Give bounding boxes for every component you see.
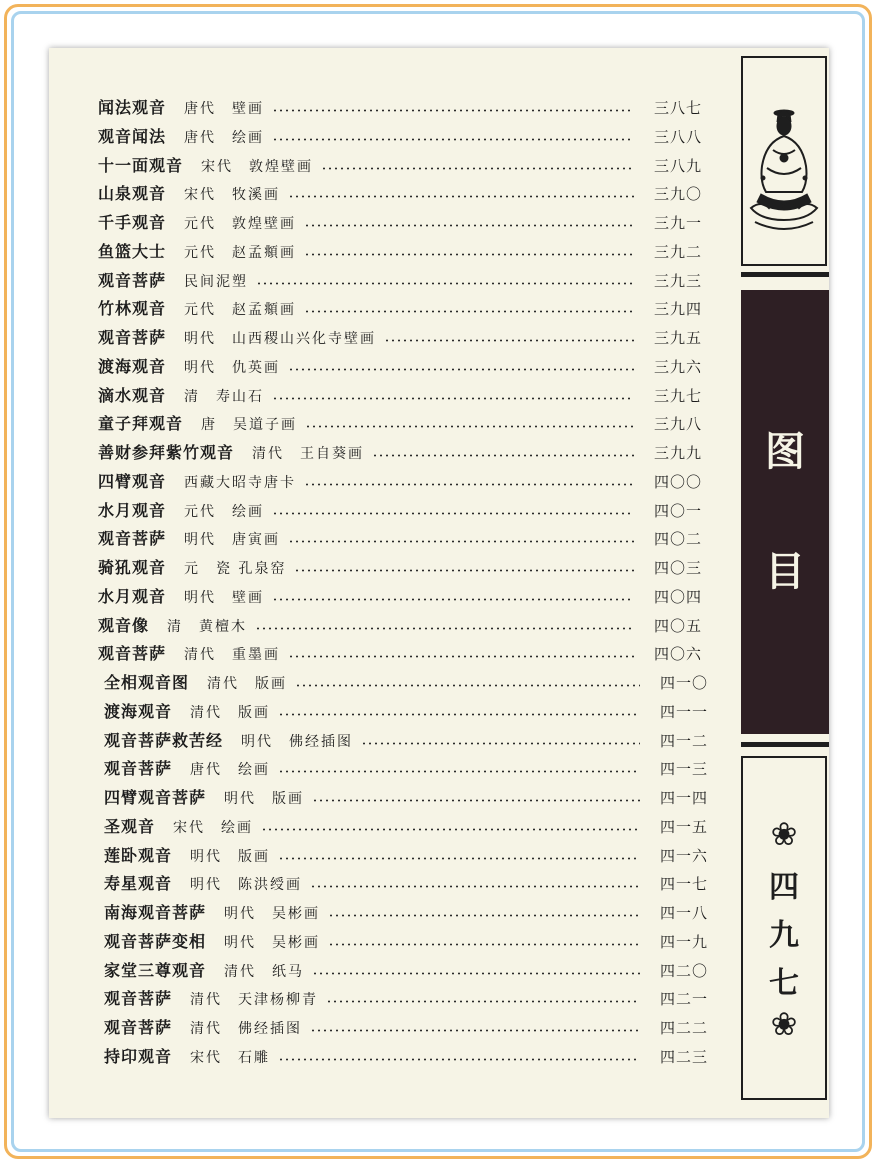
toc-entry [98,150,702,176]
entry-era: 元代 [184,302,217,319]
section-heading-panel [741,290,829,734]
entry-era: 清代 [184,647,217,664]
toc-entry [104,696,708,722]
entry-medium: 吴彬画 [272,934,321,951]
dot-leader [361,742,640,745]
entry-title: 童子拜观音 [98,414,184,434]
entry-title: 观音菩萨 [98,270,167,290]
page-number-char: 九 [769,918,799,953]
toc-entry [104,926,708,952]
entry-era: 唐代 [184,129,217,146]
entry-medium: 牧溪画 [232,187,281,204]
entry-page-number: 四〇二 [653,530,702,549]
entry-title: 滴水观音 [98,385,167,405]
entry-era: 清 [167,618,184,635]
dot-leader [272,397,634,400]
toc-entry [98,207,702,233]
entry-page-number: 三九八 [653,415,702,434]
dot-leader [384,339,634,342]
entry-page-number: 四〇五 [653,616,702,635]
entry-title: 观音菩萨 [98,644,167,664]
entry-title: 善财参拜紫竹观音 [98,443,235,462]
entry-page-number: 四一二 [659,731,708,750]
dot-leader [321,167,634,170]
entry-title: 南海观音菩萨 [104,903,207,922]
entry-page-number: 四一六 [659,846,708,865]
entry-era: 明代 [184,331,217,347]
guanyin-figure-icon [743,58,825,264]
entry-page-number: 三九四 [653,300,702,319]
entry-medium: 赵孟頫画 [232,244,297,261]
dot-leader [288,195,634,198]
dot-leader [272,512,634,515]
entry-era: 清代 [190,1021,223,1037]
entry-medium: 版画 [255,676,288,692]
entry-medium: 壁画 [232,101,265,117]
entry-medium: 壁画 [232,589,265,606]
flower-ornament-icon: ❀ [770,1005,798,1043]
entry-era: 民间泥塑 [184,273,249,290]
section-heading-char: 图 [765,428,805,475]
entry-medium: 寿山石 [216,388,265,405]
entry-medium: 版画 [238,704,271,721]
toc-entry [98,610,702,636]
entry-title: 观音菩萨变相 [104,931,207,951]
section-heading-char: 目 [765,548,805,595]
entry-era: 明代 [184,359,217,376]
entry-page-number: 四一九 [659,932,708,951]
entry-page-number: 四二〇 [659,961,708,980]
entry-era: 明代 [190,877,223,894]
entry-title: 观音菩萨救苦经 [104,730,224,750]
toc-entry [104,1041,708,1067]
entry-medium: 佛经插图 [238,1021,303,1037]
toc-entry [98,236,702,262]
entry-page-number: 四一七 [659,875,708,894]
dot-leader [288,540,634,543]
entry-title: 千手观音 [98,213,167,232]
entry-medium: 赵孟頫画 [232,302,297,319]
entry-era: 明代 [241,733,274,750]
entry-title: 莲卧观音 [104,845,173,865]
entry-medium: 吴道子画 [233,417,298,434]
entry-era: 元代 [184,244,217,261]
entry-title: 鱼篮大士 [98,241,167,261]
dot-leader [305,425,634,428]
dot-leader [272,138,634,141]
dot-leader [255,627,634,630]
entry-era: 明代 [224,791,257,807]
divider-rule [741,272,829,277]
dot-leader [312,972,640,975]
entry-page-number: 三九五 [653,329,702,347]
toc-entry [104,897,708,923]
dot-leader [261,828,640,831]
entry-era: 元 [184,561,201,577]
entry-page-number: 四二三 [659,1047,708,1066]
entry-page-number: 三八九 [653,156,702,175]
entry-medium: 绘画 [232,503,265,520]
entry-title: 水月观音 [98,586,167,606]
entry-page-number: 三九二 [653,242,702,261]
dot-leader [326,1000,640,1003]
entry-page-number: 四一〇 [659,674,708,692]
dot-leader [278,857,640,860]
entry-title: 观音像 [98,615,150,635]
entry-era: 明代 [224,934,257,951]
entry-page-number: 三九三 [653,271,702,290]
entry-medium: 绘画 [232,129,265,146]
toc-entry [98,437,702,463]
entry-title: 观音菩萨 [104,989,173,1009]
dot-leader [310,885,640,888]
entry-era: 宋代 [201,158,234,175]
entry-page-number: 四〇三 [653,559,702,577]
entry-era: 明代 [224,906,257,922]
entry-title: 渡海观音 [104,701,173,721]
entry-title: 四臂观音 [98,471,167,491]
entry-title: 竹林观音 [98,299,167,319]
entry-page-number: 三九七 [653,386,702,405]
entry-page-number: 四一一 [659,702,708,721]
page-number-char: 七 [769,966,799,1001]
flower-ornament-icon: ❀ [770,815,798,853]
toc-entry [104,753,708,779]
dot-leader [272,109,634,112]
entry-page-number: 四〇六 [653,645,702,664]
toc-entry [98,178,702,204]
entry-era: 清代 [224,963,257,980]
entry-page-number: 四一四 [659,789,708,807]
entry-page-number: 四二二 [659,1019,708,1037]
dot-leader [312,799,640,802]
dot-leader [295,684,640,687]
entry-medium: 版画 [238,848,271,865]
entry-era: 清代 [207,676,240,692]
entry-medium: 唐寅画 [232,532,281,549]
toc-entry [98,581,702,607]
toc-entry [104,811,708,837]
entry-page-number: 四〇〇 [653,472,702,491]
entry-title: 闻法观音 [98,98,167,117]
entry-medium: 敦煌壁画 [249,158,314,175]
entry-medium: 山西稷山兴化寺壁画 [232,331,377,347]
entry-medium: 佛经插图 [289,733,354,750]
entry-title: 观音菩萨 [98,328,167,347]
toc-entry [98,408,702,434]
entry-page-number: 三九六 [653,357,702,376]
dot-leader [278,1058,640,1061]
entry-page-number: 四〇一 [653,501,702,520]
entry-medium: 石雕 [238,1049,271,1066]
toc-entry [104,983,708,1009]
dot-leader [278,713,640,716]
toc-entry [104,1012,708,1038]
entry-medium: 版画 [272,791,305,807]
entry-title: 观音菩萨 [104,759,173,779]
entry-era: 明代 [184,589,217,606]
entry-title: 观音菩萨 [98,529,167,549]
entry-page-number: 三九九 [653,444,702,462]
entry-medium: 纸马 [272,963,305,980]
entry-medium: 敦煌壁画 [232,216,297,232]
entry-title: 观音闻法 [98,126,167,146]
toc-entry [104,782,708,808]
entry-medium: 绘画 [221,819,254,836]
entry-title: 十一面观音 [98,155,184,175]
entry-page-number: 三八七 [653,99,702,117]
entry-page-number: 四一三 [659,760,708,779]
entry-medium: 仇英画 [232,359,281,376]
toc-entry [98,638,702,664]
entry-title: 全相观音图 [104,673,190,692]
toc-entry [98,466,702,492]
entry-era: 清代 [190,704,223,721]
dot-leader [288,368,634,371]
entry-era: 明代 [184,532,217,549]
entry-title: 持印观音 [104,1046,173,1066]
entry-era: 西藏大昭寺唐卡 [184,474,297,491]
dot-leader [310,1029,640,1032]
entry-title: 寿星观音 [104,874,173,894]
entry-era: 清代 [190,992,223,1009]
toc-entry [98,293,702,319]
entry-page-number: 四一八 [659,904,708,922]
dot-leader [372,454,634,457]
entry-title: 渡海观音 [98,356,167,376]
dot-leader [304,224,634,227]
toc-entry [104,955,708,981]
entry-medium: 黄檀木 [199,618,248,635]
toc-entry [98,92,702,118]
dot-leader [328,914,640,917]
toc-entry [104,725,708,751]
dot-leader [288,655,634,658]
dot-leader [304,253,634,256]
entry-medium: 天津杨柳青 [238,992,319,1009]
entry-title: 水月观音 [98,500,167,520]
entry-medium: 重墨画 [232,647,281,664]
entry-title: 四臂观音菩萨 [104,788,207,807]
toc-entry [98,523,702,549]
dot-leader [294,569,634,572]
entry-title: 圣观音 [104,816,156,836]
entry-title: 山泉观音 [98,184,167,204]
toc-entry [104,840,708,866]
entry-title: 家堂三尊观音 [104,960,207,980]
entry-page-number: 四〇四 [653,587,702,606]
dot-leader [278,770,640,773]
entry-era: 宋代 [173,819,206,836]
entry-era: 清 [184,388,201,405]
entry-era: 宋代 [184,187,217,204]
dot-leader [304,483,634,486]
toc-entry [98,552,702,578]
entry-page-number: 三九一 [653,214,702,232]
toc-entry [98,351,702,377]
dot-leader [328,943,640,946]
entry-page-number: 三八八 [653,127,702,146]
toc-entry [98,495,702,521]
dot-leader [256,282,634,285]
toc-entry [104,667,708,693]
entry-medium: 王自葵画 [300,446,365,462]
entry-era: 唐代 [190,762,223,779]
toc-entry [98,121,702,147]
dot-leader [272,598,634,601]
page-number-char: 四 [769,870,799,905]
entry-medium: 瓷 孔泉窑 [216,561,287,577]
entry-title: 骑犼观音 [98,558,167,577]
entry-medium: 吴彬画 [272,906,321,922]
entry-medium: 绘画 [238,762,271,779]
entry-era: 清代 [252,446,285,462]
entry-medium: 陈洪绶画 [238,877,303,894]
entry-page-number: 四二一 [659,990,708,1009]
entry-era: 唐代 [184,101,217,117]
entry-page-number: 三九〇 [653,185,702,204]
toc-entry [104,868,708,894]
divider-rule [741,742,829,747]
toc-entry [98,322,702,348]
entry-era: 元代 [184,216,217,232]
toc-entry [98,265,702,291]
page-number-box [741,756,827,1100]
guanyin-figure-box [741,56,827,266]
toc-entry [98,380,702,406]
entry-page-number: 四一五 [659,817,708,836]
entry-era: 明代 [190,848,223,865]
entry-era: 元代 [184,503,217,520]
dot-leader [304,310,634,313]
entry-era: 宋代 [190,1049,223,1066]
entry-title: 观音菩萨 [104,1018,173,1037]
entry-era: 唐 [201,417,218,434]
